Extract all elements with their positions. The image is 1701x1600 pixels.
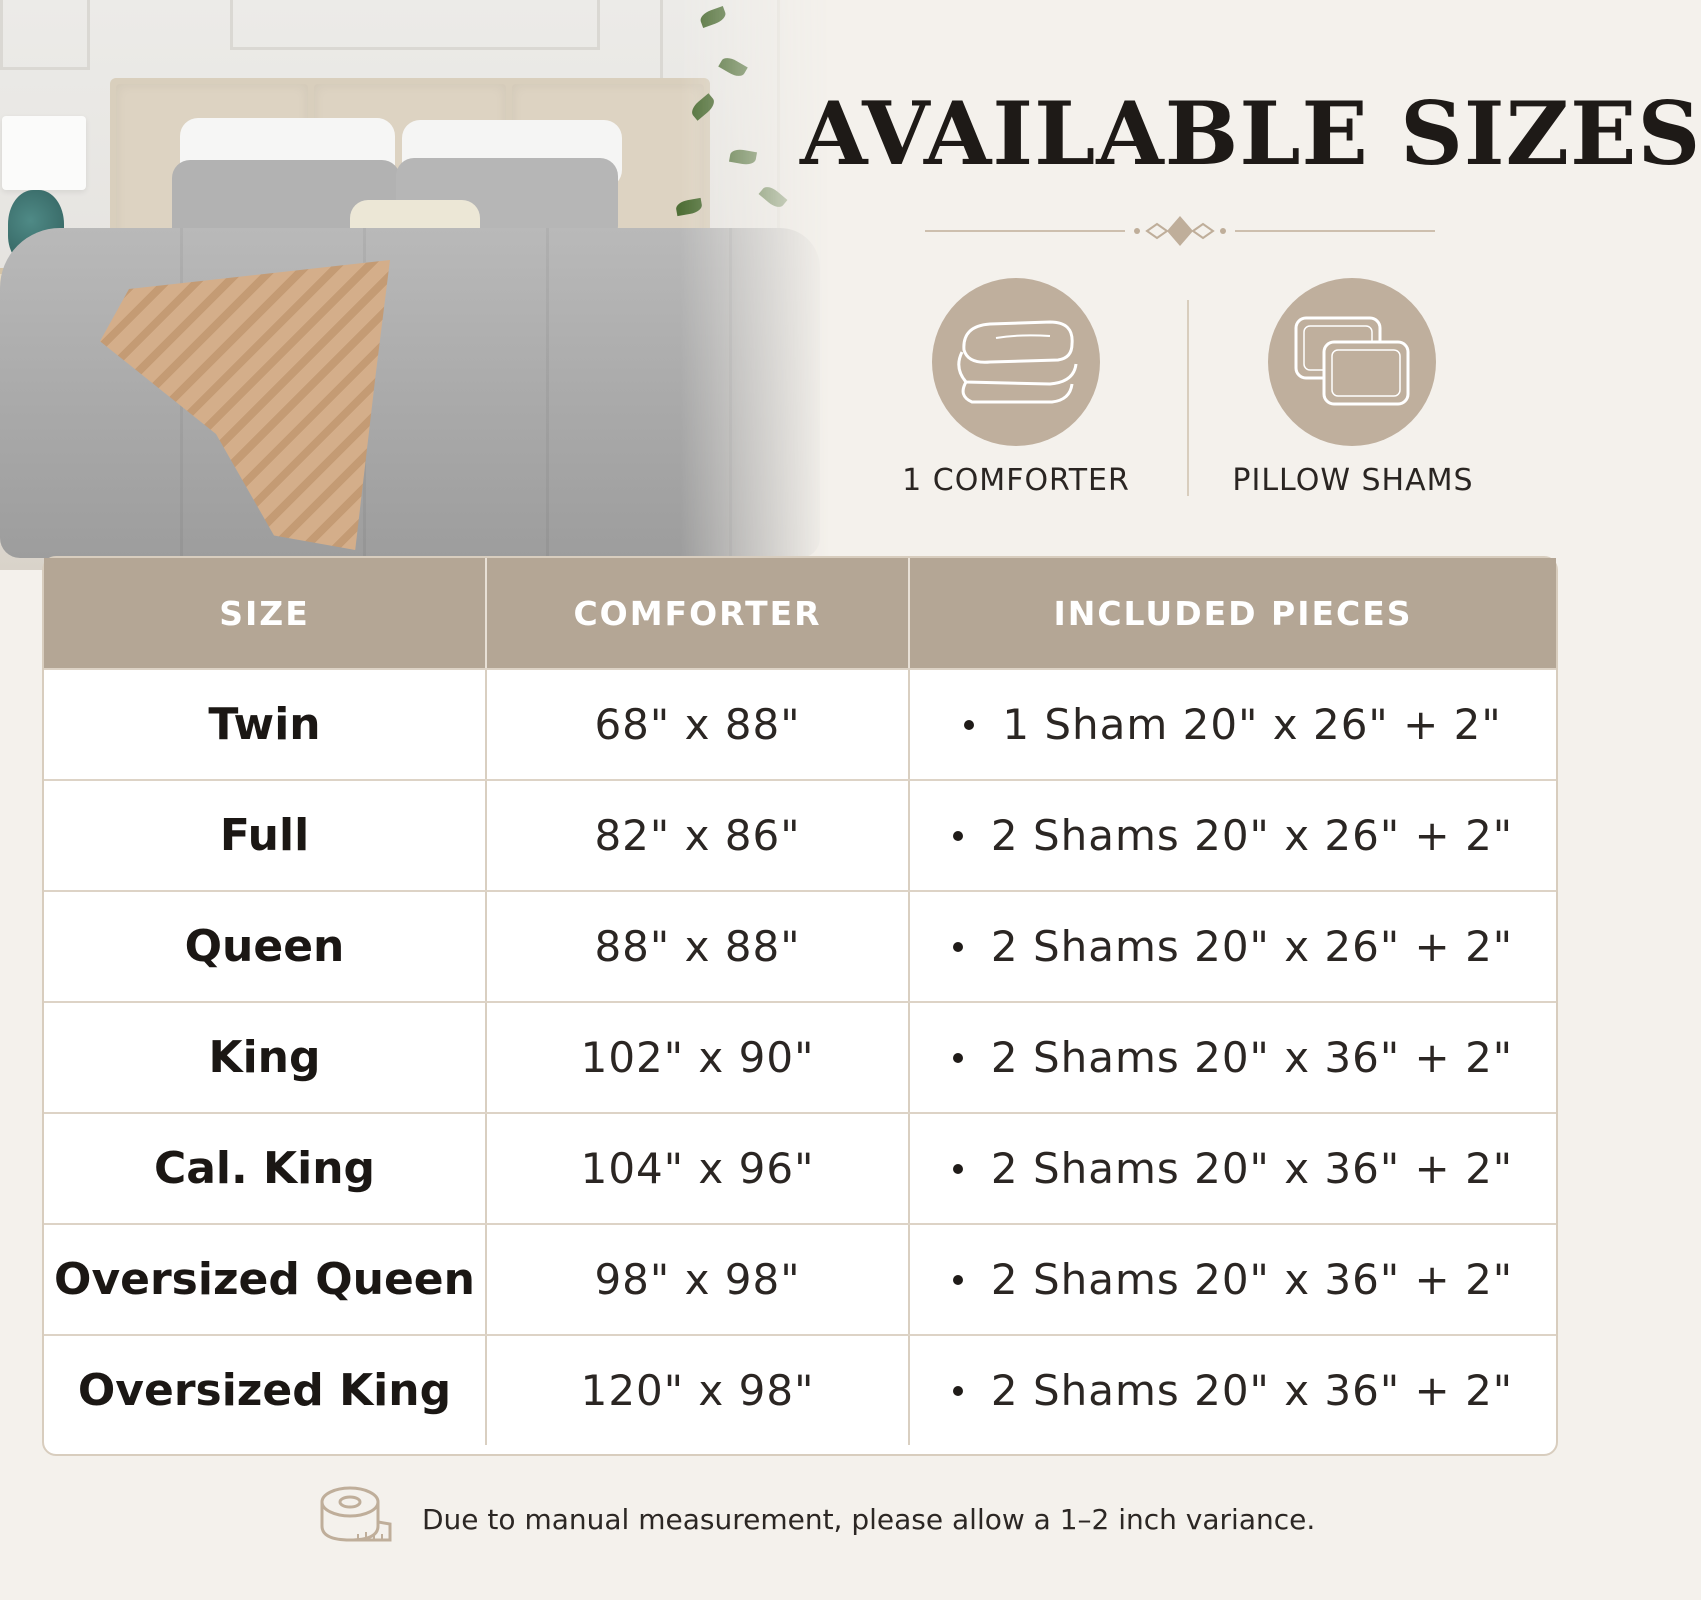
- wall-molding: [230, 0, 600, 50]
- size-name: Full: [44, 781, 487, 890]
- comforter-dimensions: 102" x 90": [487, 1003, 910, 1112]
- table-row: [44, 1334, 1556, 1445]
- comforter-icon-circle: [932, 278, 1100, 446]
- table-row: [44, 1001, 1556, 1112]
- bullet-icon: [953, 942, 963, 952]
- pieces-text: 2 Shams 20" x 26" + 2": [990, 922, 1514, 971]
- comforter-label: 1 COMFORTER: [902, 463, 1130, 498]
- pieces-text: 2 Shams 20" x 36" + 2": [990, 1255, 1514, 1304]
- size-name: Queen: [44, 892, 487, 1001]
- table-row: [44, 890, 1556, 1001]
- size-name: King: [44, 1003, 487, 1112]
- bullet-icon: [953, 1053, 963, 1063]
- comforter-dimensions: 88" x 88": [487, 892, 910, 1001]
- bullet-icon: [953, 1275, 963, 1285]
- pieces-text: 2 Shams 20" x 36" + 2": [990, 1144, 1514, 1193]
- comforter-dimensions: 68" x 88": [487, 670, 910, 779]
- wall-molding: [0, 0, 90, 70]
- size-table: [42, 556, 1558, 1456]
- size-name: Twin: [44, 670, 487, 779]
- included-pieces: [910, 1114, 1556, 1223]
- included-pieces: [910, 1336, 1556, 1445]
- table-row: [44, 779, 1556, 890]
- table-row: [44, 668, 1556, 779]
- size-name: Oversized Queen: [44, 1225, 487, 1334]
- pillow-shams-icon: [1268, 278, 1436, 446]
- ornament-divider-icon: [925, 214, 1435, 248]
- shams-icon-circle: [1268, 278, 1436, 446]
- measurement-disclaimer: Due to manual measurement, please allow a 1–2 inch variance.: [422, 1503, 1316, 1536]
- bullet-icon: [964, 720, 974, 730]
- bullet-icon: [953, 1386, 963, 1396]
- icon-separator: [1187, 300, 1189, 496]
- grey-comforter: [0, 228, 820, 558]
- lamp-shade: [2, 116, 86, 190]
- measuring-tape-icon: [318, 1482, 394, 1550]
- folded-comforter-icon: [932, 278, 1100, 446]
- pieces-text: 1 Sham 20" x 26" + 2": [1002, 700, 1502, 749]
- header-comforter: COMFORTER: [487, 558, 910, 668]
- header-size: SIZE: [44, 558, 487, 668]
- pillow-shams-label: PILLOW SHAMS: [1232, 463, 1474, 498]
- included-pieces: [910, 670, 1556, 779]
- bullet-icon: [953, 1164, 963, 1174]
- included-pieces: [910, 781, 1556, 890]
- table-row: [44, 1112, 1556, 1223]
- comforter-dimensions: 98" x 98": [487, 1225, 910, 1334]
- size-name: Oversized King: [44, 1336, 487, 1445]
- table-header-row: [44, 558, 1556, 668]
- header-included-pieces: INCLUDED PIECES: [1053, 593, 1413, 633]
- comforter-dimensions: 104" x 96": [487, 1114, 910, 1223]
- table-row: [44, 1223, 1556, 1334]
- comforter-dimensions: 82" x 86": [487, 781, 910, 890]
- included-pieces: [910, 1003, 1556, 1112]
- comforter-dimensions: 120" x 98": [487, 1336, 910, 1445]
- included-pieces: [910, 892, 1556, 1001]
- bullet-icon: [953, 831, 963, 841]
- page-title: AVAILABLE SIZES: [800, 82, 1701, 185]
- pieces-text: 2 Shams 20" x 36" + 2": [990, 1366, 1514, 1415]
- pieces-text: 2 Shams 20" x 36" + 2": [990, 1033, 1514, 1082]
- size-name: Cal. King: [44, 1114, 487, 1223]
- included-pieces: [910, 1225, 1556, 1334]
- bedroom-photo: [0, 0, 830, 570]
- pieces-text: 2 Shams 20" x 26" + 2": [990, 811, 1514, 860]
